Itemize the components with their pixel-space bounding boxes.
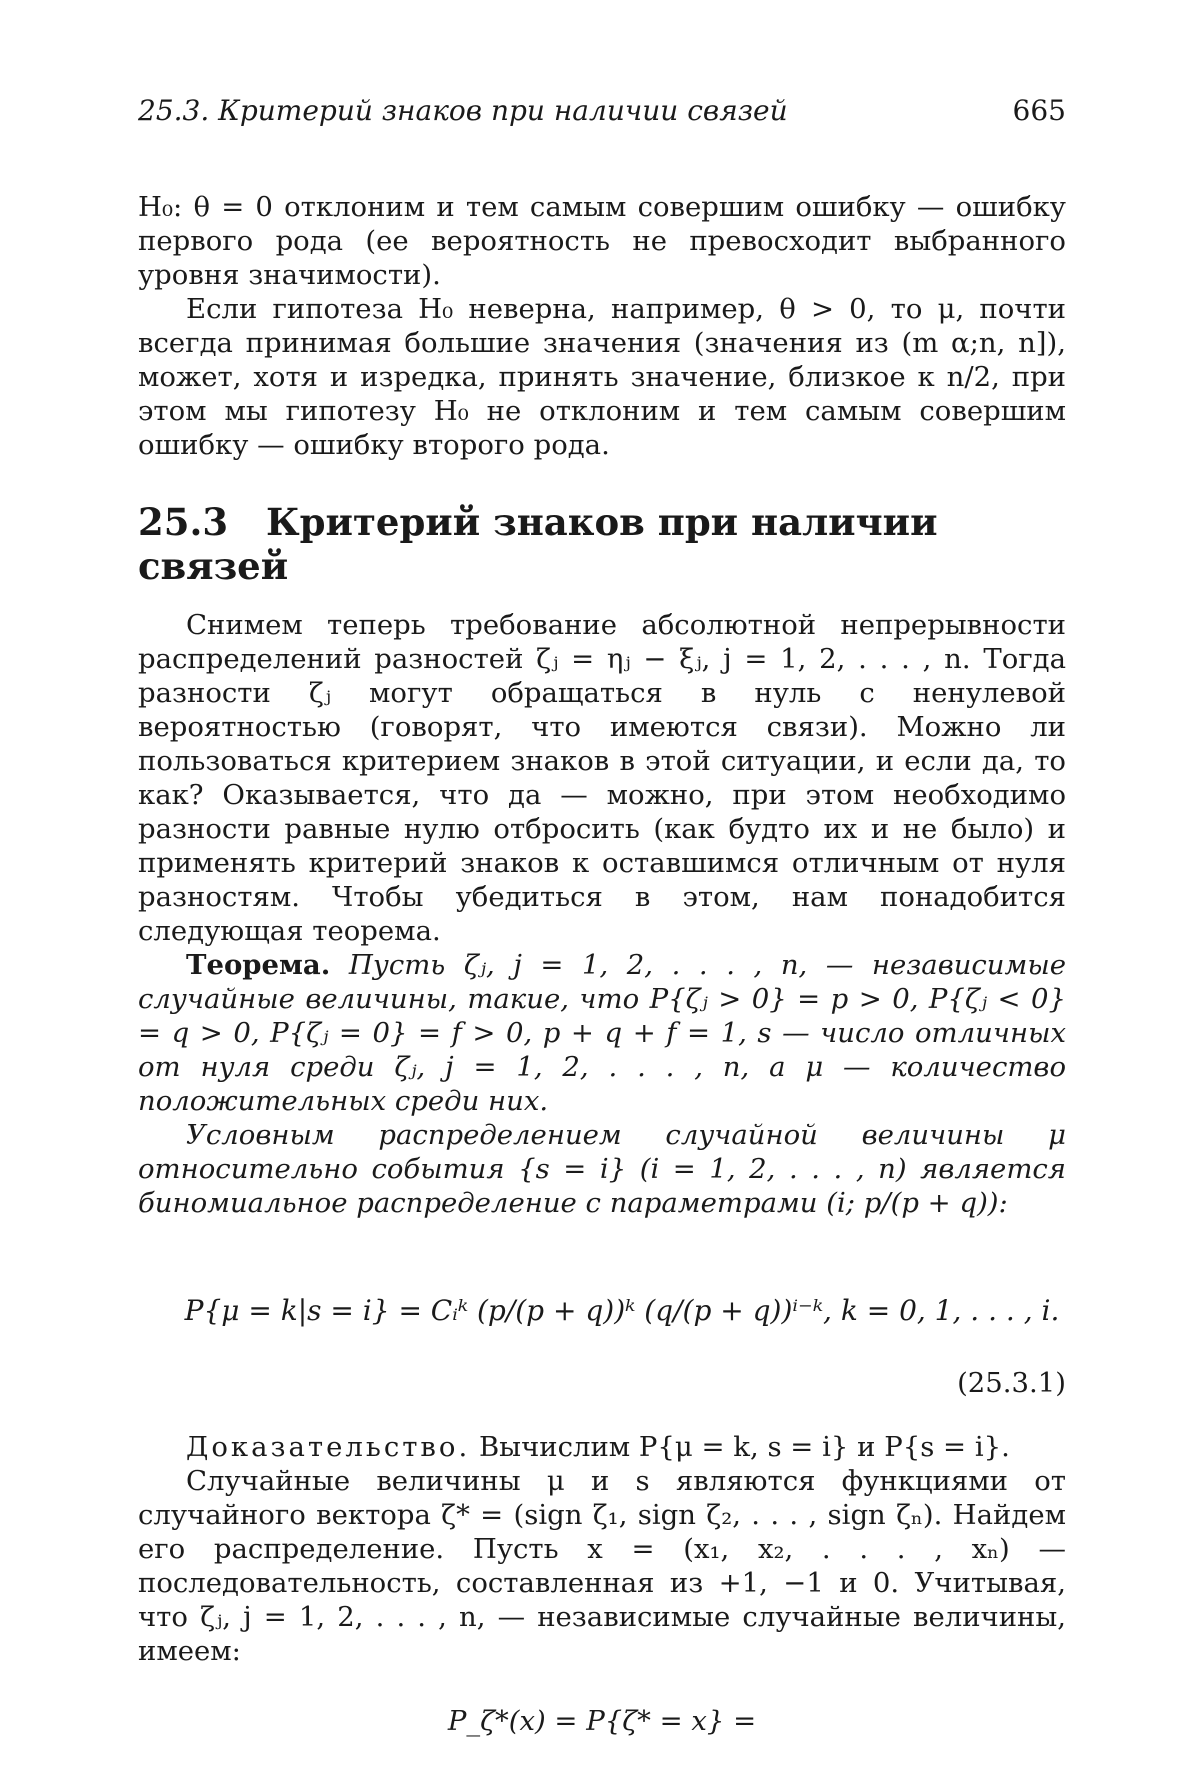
page-number: 665 [1012,94,1066,127]
display-formula-last: P_ζ*(x) = P{ζ* = x} = [447,1705,757,1737]
theorem-statement: Пусть ζⱼ, j = 1, 2, . . . , n, — независимые случайные величины, такие, что P{ζⱼ > 0} = p > 0, P{ζⱼ < 0} = q > 0, P{ζⱼ = 0} = f > 0, p + q + f = 1, s — число отличных от нуля среди ζⱼ, j = 1, 2, . . . , n, а μ — количество положительных среди них. [138,949,1066,1117]
running-title: 25.3. Критерий знаков при наличии связей [138,94,788,127]
proof-label: Доказательство. [186,1431,471,1463]
section-heading [138,500,1066,588]
formula-main: P{μ = k|s = i} = Cᵢᵏ (p/(p + q))ᵏ (q/(p + q))ⁱ⁻ᵏ, k = 0, 1, . . . , i. [184,1294,1060,1327]
running-header [138,94,1066,138]
intro-text [138,190,1066,462]
equation-number: (25.3.1) [957,1367,1066,1399]
section-number: 25.3 [138,500,229,544]
theorem [138,948,1066,1118]
paragraph: Снимем теперь требование абсолютной непрерывности распределений разностей ζⱼ = ηⱼ − ξⱼ, j = 1, 2, . . . , n. Тогда разности ζⱼ могут обращаться в нуль с ненулевой вероятностью (говорят, что имеются связи). Можно ли пользоваться критерием знаков в этой ситуации, и если да, то как? Оказывается, что да — можно, при этом необходимо разности равные нулю отбросить (как будто их и не было) и применять критерий знаков к оставшимся отличным от нуля разностям. Чтобы убедиться в этом, нам понадобится следующая теорема. [138,609,1066,947]
section-title: Критерий знаков при наличии связей [138,500,938,588]
paragraph: Если гипотеза H₀ неверна, например, θ > 0, то μ, почти всегда принимая большие значения (значения из (m α;n, n]), может, хотя и изредка, принять значение, близкое к n/2, при этом мы гипотезу H₀ не отклоним и тем самым совершим ошибку — ошибку второго рода. [138,293,1066,461]
section-body [138,608,1066,1738]
paragraph: Случайные величины μ и s являются функциями от случайного вектора ζ* = (sign ζ₁, sign ζ₂, . . . , sign ζₙ). Найдем его распределение. Пусть x = (x₁, x₂, . . . , xₙ) — последовательность, составленная из +1, −1 и 0. Учитывая, что ζⱼ, j = 1, 2, . . . , n, — независимые случайные величины, имеем: [138,1465,1066,1667]
paragraph: H₀: θ = 0 отклоним и тем самым совершим ошибку — ошибку первого рода (ее вероятность не превосходит выбранного уровня значимости). [138,191,1066,291]
display-formula [138,1256,1066,1366]
proof-text: Вычислим P{μ = k, s = i} и P{s = i}. [478,1431,1010,1463]
proof [138,1430,1066,1464]
theorem-label: Теорема. [186,949,331,981]
theorem-statement-cont: Условным распределением случайной величины μ относительно события {s = i} (i = 1, 2, . . . , n) является биномиальное распределение с параметрами (i; p/(p + q)): [138,1119,1066,1219]
